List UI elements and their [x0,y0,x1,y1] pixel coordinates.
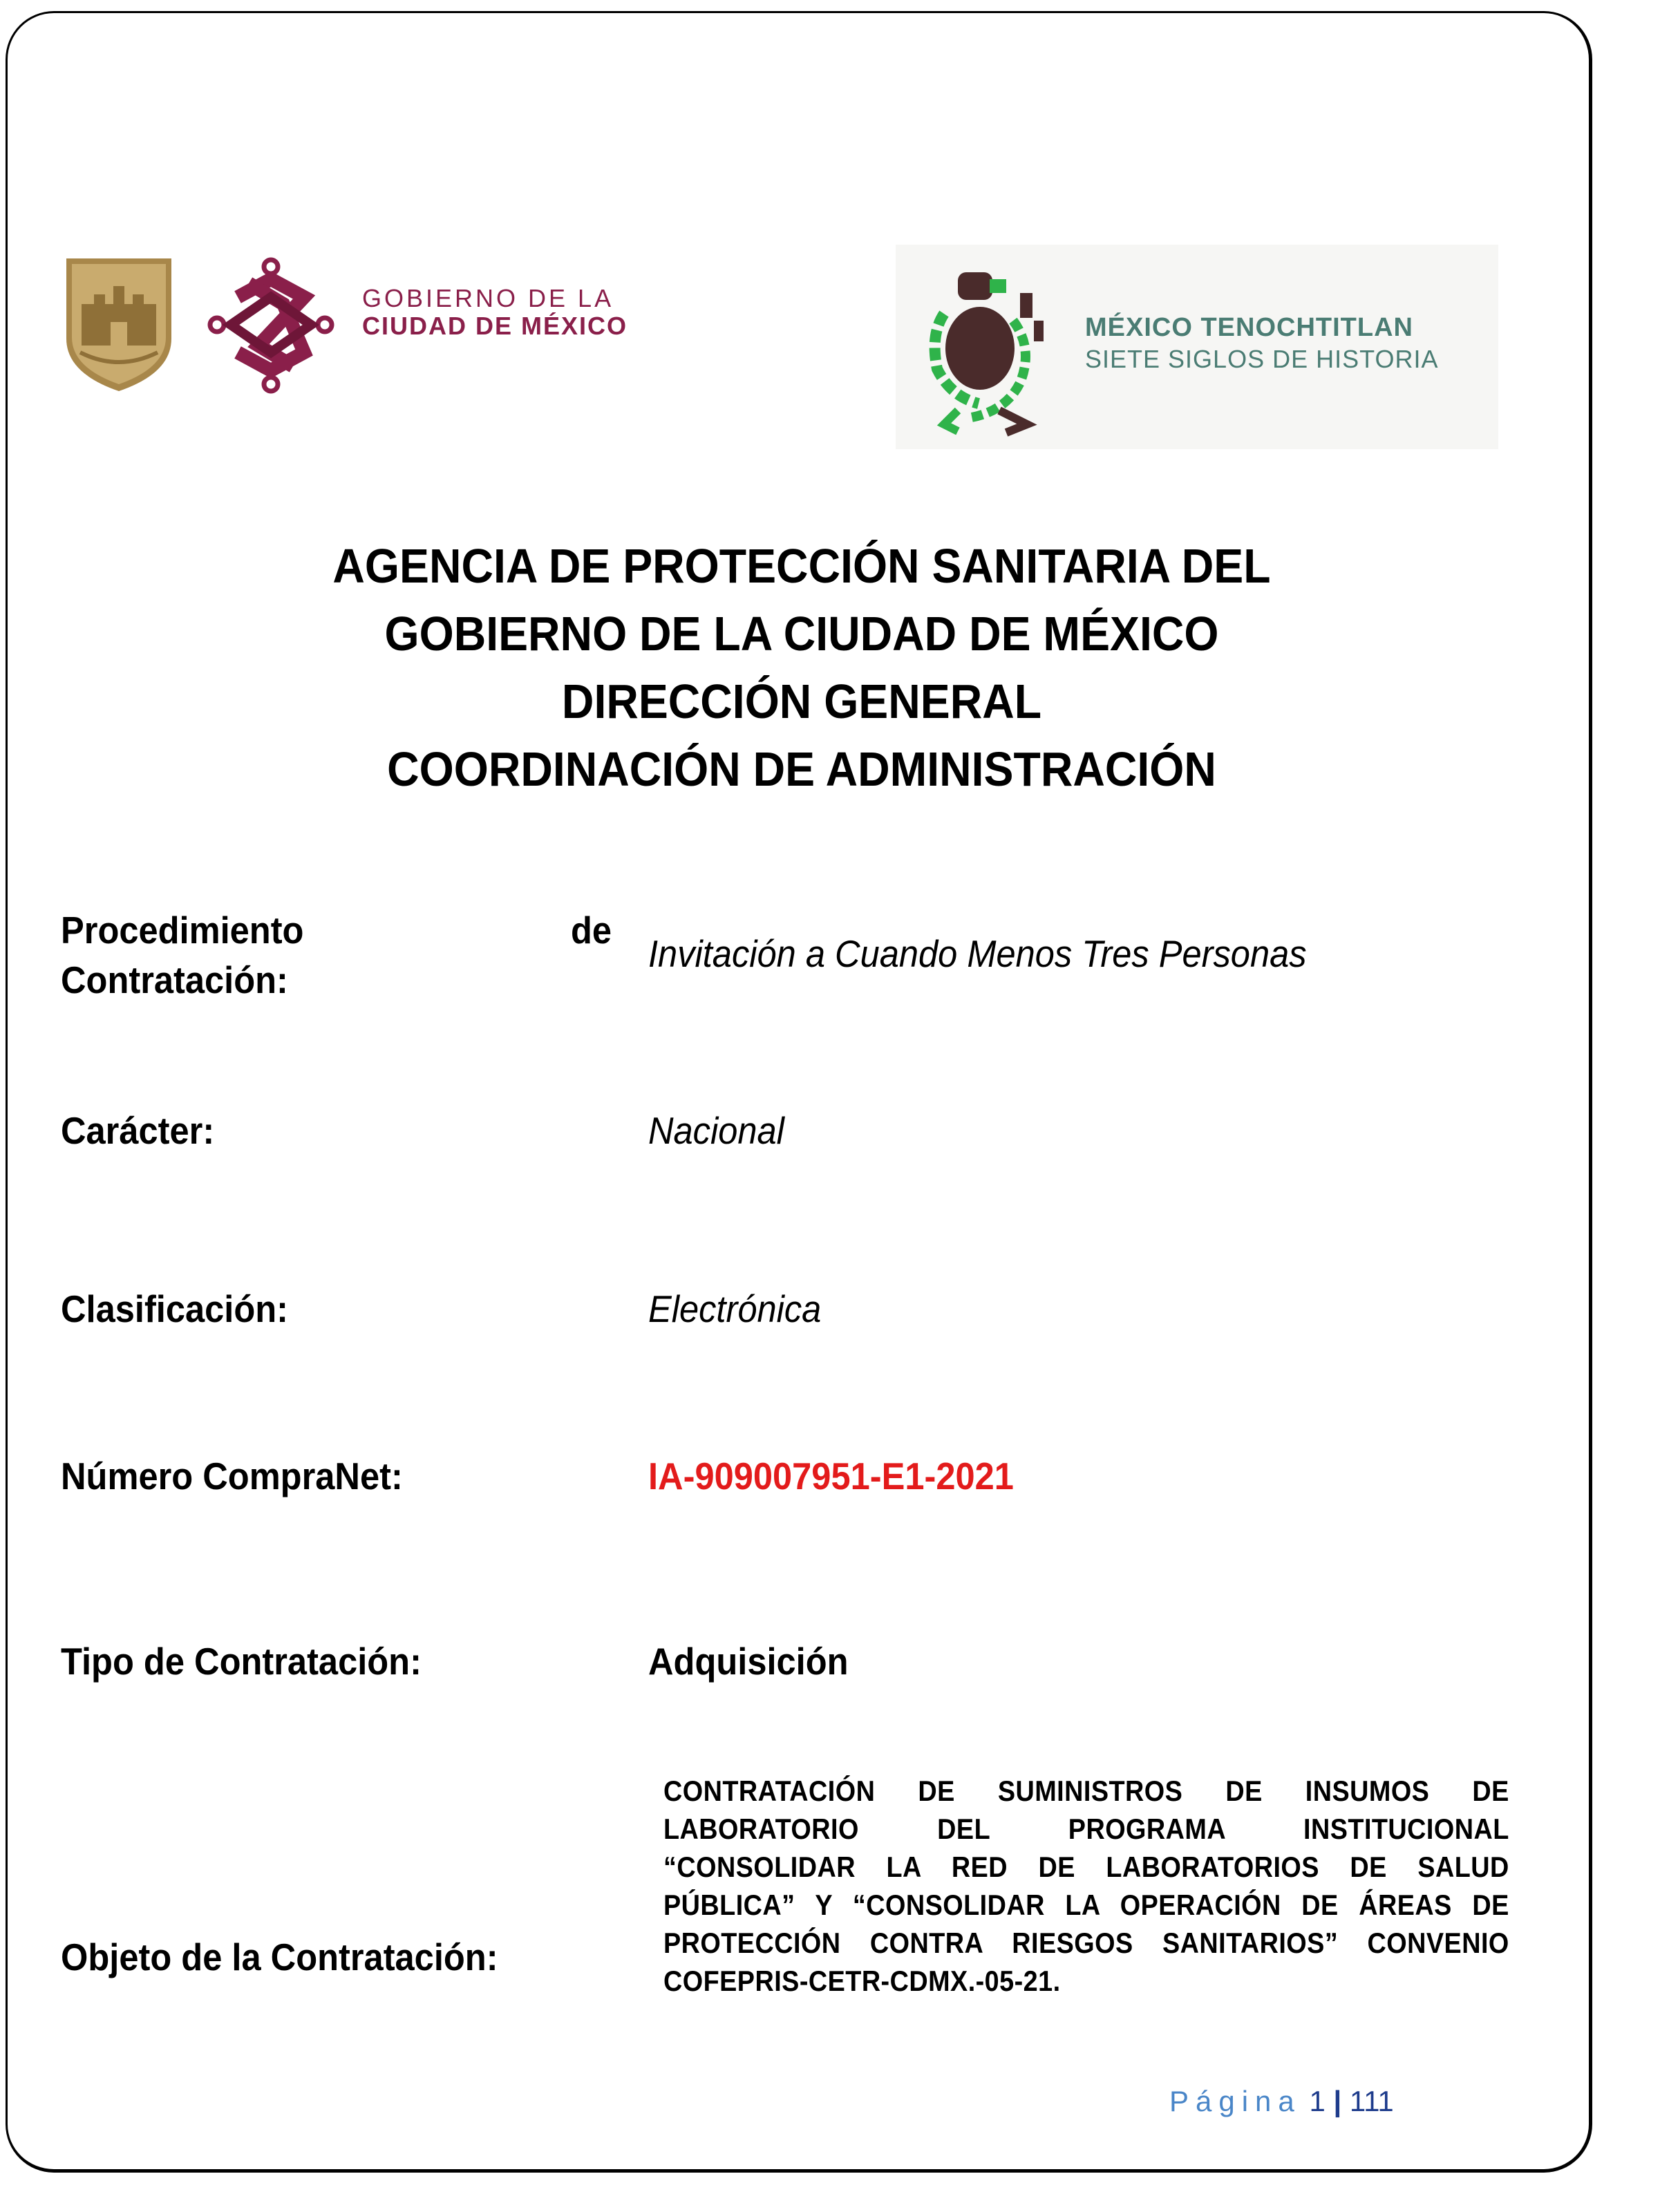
tipo-contratacion-label: Tipo de Contratación: [61,1640,422,1683]
title-line-1: AGENCIA DE PROTECCIÓN SANITARIA DEL [332,539,1271,593]
page-separator: | [1333,2085,1342,2117]
page-word: Página [1169,2085,1301,2117]
objeto-line-5: PROTECCIÓN CONTRA RIESGOS SANITARIOS” CONVENIO [663,1927,1509,1959]
procedimiento-value: Invitación a Cuando Menos Tres Personas [648,932,1307,975]
cdmx-logo-line1: GOBIERNO DE LA [362,284,614,312]
clasificacion-value: Electrónica [648,1287,822,1330]
objeto-line-6: COFEPRIS-CETR-CDMX.-05-21. [663,1965,1061,1997]
tenochtitlan-glyph-icon [896,245,1075,449]
objeto-line-4: PÚBLICA” Y “CONSOLIDAR LA OPERACIÓN DE ÁREAS DE [663,1889,1509,1921]
procedimiento-label-de: de [571,909,612,952]
title-line-2: GOBIERNO DE LA CIUDAD DE MÉXICO [384,607,1219,661]
objeto-line-1: CONTRATACIÓN DE SUMINISTROS DE INSUMOS DE [663,1775,1509,1807]
page-footer [1169,2084,1394,2119]
page-total: 111 [1349,2085,1394,2117]
objeto-contratacion-value [663,1772,1510,2000]
objeto-line-3: “CONSOLIDAR LA RED DE LABORATORIOS DE SALUD [663,1851,1509,1883]
procedimiento-label-line2: Contratación: [61,958,288,1001]
objeto-line-2: LABORATORIO DEL PROGRAMA INSTITUCIONAL [663,1813,1509,1845]
page-number: 1 [1309,2085,1326,2117]
objeto-contratacion-label: Objeto de la Contratación: [61,1936,498,1978]
tenochtitlan-logo-line2: SIETE SIGLOS DE HISTORIA [1085,344,1439,373]
numero-compranet-label: Número CompraNet: [61,1455,403,1497]
tipo-contratacion-value: Adquisición [648,1640,849,1683]
document-title [64,532,1539,803]
numero-compranet-value: IA-909007951-E1-2021 [648,1455,1014,1497]
procedimiento-label-line1: Procedimiento [61,909,304,952]
title-line-3: DIRECCIÓN GENERAL [561,674,1042,728]
cdmx-logo-line2: CIUDAD DE MÉXICO [362,312,628,341]
tenochtitlan-logo-text [1085,312,1438,374]
caracter-label: Carácter: [61,1109,215,1152]
clasificacion-label: Clasificación: [61,1287,289,1330]
cdmx-logo-text [362,285,628,341]
caracter-value: Nacional [648,1109,784,1152]
title-line-4: COORDINACIÓN DE ADMINISTRACIÓN [387,742,1216,796]
tenochtitlan-logo-line1: MÉXICO TENOCHTITLAN [1085,313,1413,342]
